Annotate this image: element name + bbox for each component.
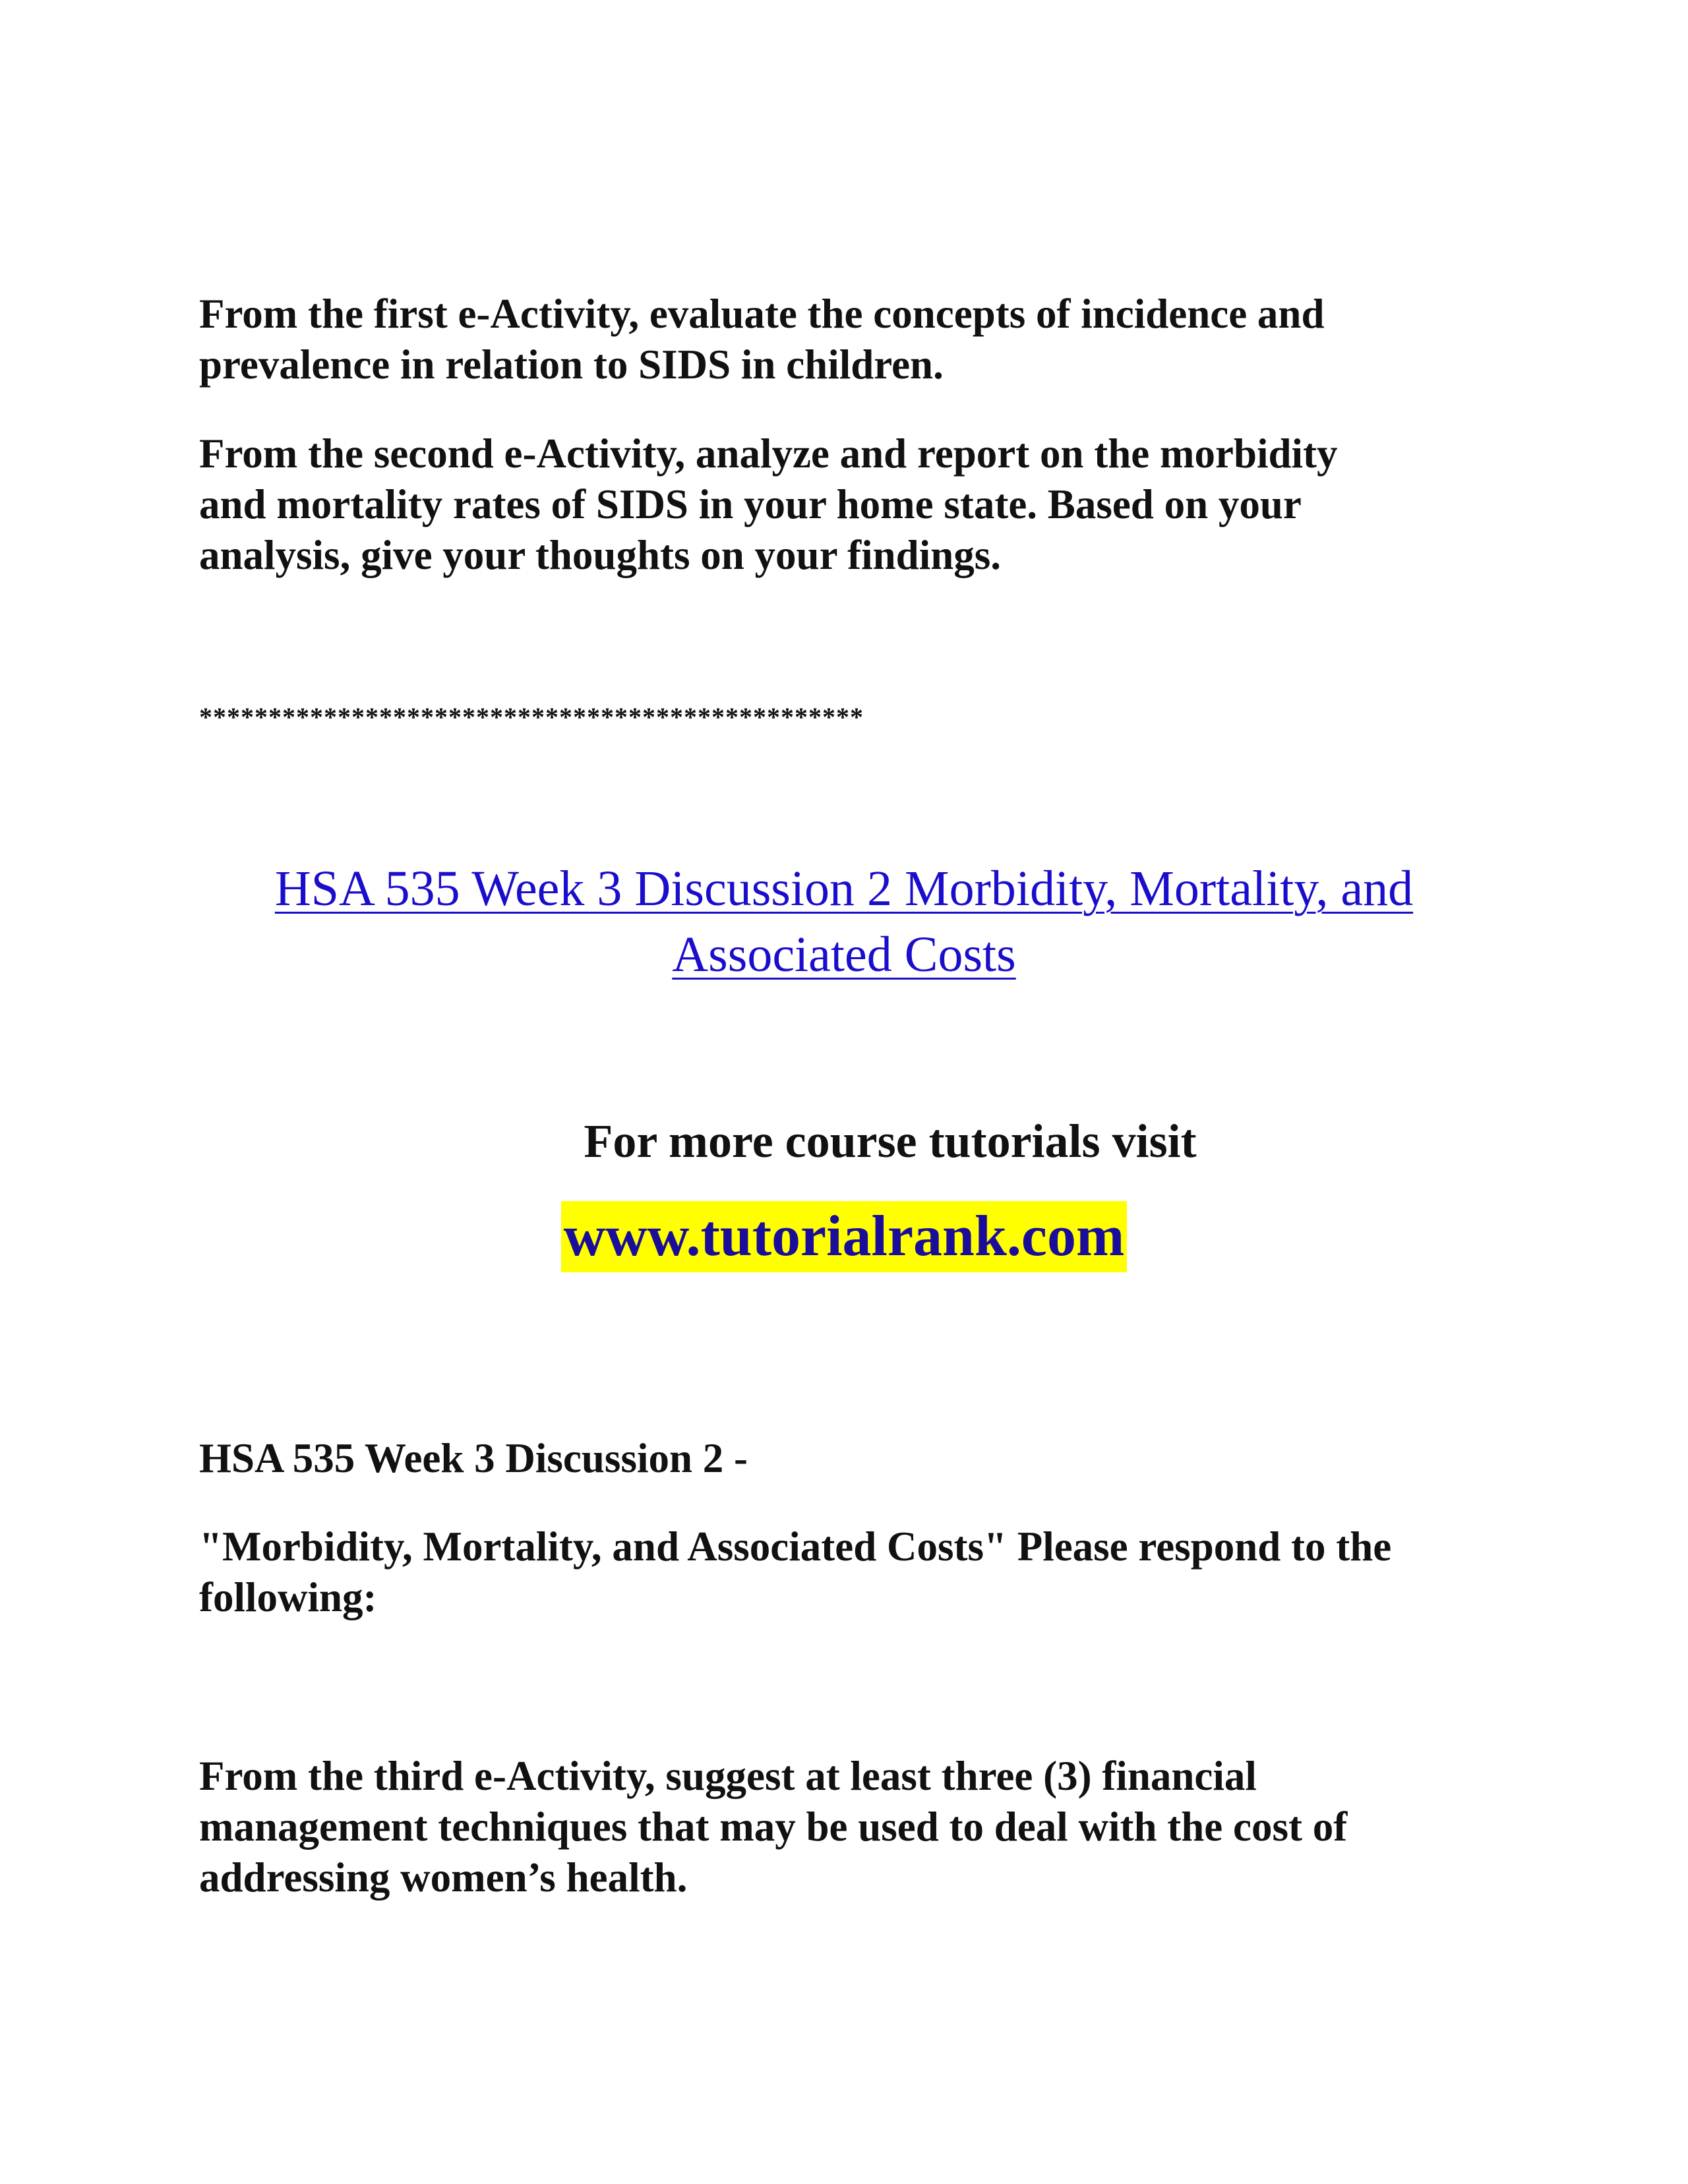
- sids-morbidity-paragraph: From the second e-Activity, analyze and report on the morbidity and mortality rates of SIDS in your home state. Based on your analysis, give your thoughts on your findings.: [199, 430, 1338, 578]
- discussion-heading: HSA 535 Week 3 Discussion 2 -: [199, 1435, 748, 1481]
- course-title-link[interactable]: HSA 535 Week 3 Discussion 2 Morbidity, Mortality, and Associated Costs: [274, 861, 1414, 982]
- website-container: [0, 1201, 1688, 1272]
- website-link[interactable]: www.tutorialrank.com: [561, 1201, 1128, 1272]
- promo-text: For more course tutorials visit: [584, 1115, 1197, 1167]
- sids-incidence-paragraph: From the first e-Activity, evaluate the concepts of incidence and prevalence in relation to SIDS in children.: [199, 291, 1325, 388]
- discussion-prompt-paragraph: "Morbidity, Mortality, and Associated Costs" Please respond to the following:: [199, 1523, 1392, 1620]
- financial-techniques-paragraph: From the third e-Activity, suggest at least three (3) financial management techniques that may be used to deal with the cost of addressing women’s health.: [199, 1753, 1348, 1901]
- asterisk-separator: ************************************************: [199, 702, 864, 732]
